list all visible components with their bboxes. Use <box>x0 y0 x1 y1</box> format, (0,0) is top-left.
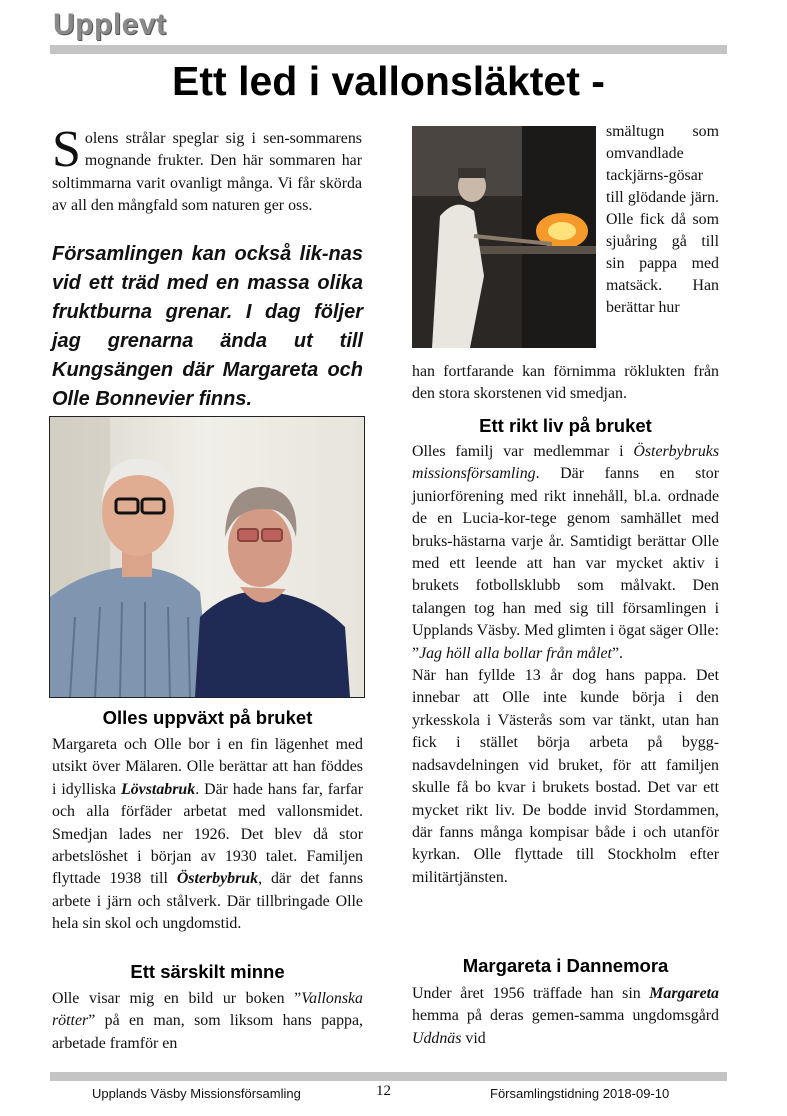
page-number: 12 <box>376 1083 391 1099</box>
subhead-upbringing: Olles uppväxt på bruket <box>102 707 313 728</box>
upbringing-paragraph <box>52 734 363 936</box>
place-uddnas: Uddnäs <box>412 1029 462 1047</box>
rich-life-text-3: ”. <box>611 644 623 662</box>
rich-life-text-2: . Där fanns en stor juniorförening med rikt innehåll, bl.a. ordnade de en Lucia-kor-tege genom samhället med bruks-hästarna varje år. Samtidigt berättar Olle med ett leende att han var mycket aktiv i brukets fotbollsklubb som målvakt. Den talangen tog han med sig till församlingen i Upplands Väsby. Med glimten i ögat säger Olle: ” <box>412 465 719 662</box>
intro-paragraph <box>52 121 362 218</box>
place-lovstabruk: Lövstabruk <box>121 780 196 798</box>
subhead-dannemora: Margareta i Dannemora <box>462 955 669 976</box>
dannemora-text-2: hemma på deras gemen-samma ungdomsgård <box>412 1007 719 1025</box>
subhead-rich-life: Ett rikt liv på bruket <box>479 415 652 436</box>
dannemora-text-3: vid <box>461 1029 486 1047</box>
quote-olle: Jag höll alla bollar från målet <box>419 644 612 662</box>
memory-continued-side: smältugn som omvandlade tackjärns-gösar till glödande järn. Olle fick då som sjuåring gå till sin pappa med matsäck. Han berättar hur <box>606 123 719 316</box>
memory-text: Olle visar mig en bild ur boken ” <box>52 990 302 1007</box>
book-title: Vallonska rötter <box>52 990 363 1030</box>
couple-photo-image <box>50 417 364 697</box>
rich-life-paragraph-2: När han fyllde 13 år dog hans pappa. Det innebar att Olle inte kunde börja i den yrkesskola i Västerås som var tänkt, utan han fick i stället börja arbeta på bygg-nadsavdelningen vid bruket, för att familjen skulle få bo kvar i brukets bostad. Det var ett mycket rikt liv. De bodde invid Stordammen, där fanns många kompisar både i och utanför kyrkan. Olle flyttade till Stockholm efter militärtjänsten. <box>412 667 719 886</box>
memory-paragraph <box>52 988 363 1055</box>
footer-left: Upplands Väsby Missionsförsamling <box>92 1086 301 1101</box>
rich-life-paragraph <box>412 441 719 889</box>
rich-life-text: Olles familj var medlemmar i <box>412 443 634 460</box>
lead-paragraph: Församlingen kan också lik-nas vid ett träd med en massa olika fruktburna grenar. I dag följer jag grenarna ända ut till Kungsängen där Margareta och Olle Bonnevier finns. <box>52 243 363 410</box>
memory-text-2: ” på en man, som liksom hans pappa, arbetade framför en <box>52 1012 363 1052</box>
couple-photo <box>49 416 365 698</box>
section-label: Upplevt <box>53 8 167 41</box>
dannemora-text: Under året 1956 träffade han sin <box>412 985 650 1002</box>
bottom-rule <box>50 1072 727 1081</box>
upbringing-text-3: , där det fanns arbete i järn och stålverk. Där tillbringade Olle hela sin skol och ungdomstid. <box>52 870 363 933</box>
place-osterbybruk: Österbybruk <box>176 870 259 888</box>
upbringing-text-2: . Där hade hans far, farfar och alla förfäder arbetat med vallonsmidet. Smedjan lades ner 1926. Det blev då stor arbetslöshet i början av 1930 talet. Familjen flyttade 1938 till <box>52 780 364 888</box>
smith-photo <box>412 126 596 348</box>
upbringing-text: Margareta och Olle bor i en fin lägenhet med utsikt över Mälaren. Olle berättar att han föddes i idylliska <box>52 736 363 798</box>
intro-text: olens strålar speglar sig i sen-sommarens mognande frukter. Den här sommaren har soltimmarna varit ovanligt många. Vi får skörda av all den mångfald som naturen ger oss. <box>52 130 362 215</box>
top-rule <box>50 45 727 54</box>
congregation-name: Österbybruks missionsförsamling <box>412 443 719 483</box>
article-title: Ett led i vallonsläktet - <box>172 58 605 104</box>
name-margareta: Margareta <box>649 985 719 1002</box>
subhead-memory: Ett särskilt minne <box>130 961 285 982</box>
drop-cap: S <box>52 121 81 178</box>
memory-continued: han fortfarande kan förnimma röklukten från den stora skorstenen vid smedjan. <box>412 363 719 403</box>
smith-photo-image <box>412 126 596 348</box>
dannemora-paragraph <box>412 983 719 1050</box>
footer-right: Församlingstidning 2018-09-10 <box>490 1086 670 1101</box>
